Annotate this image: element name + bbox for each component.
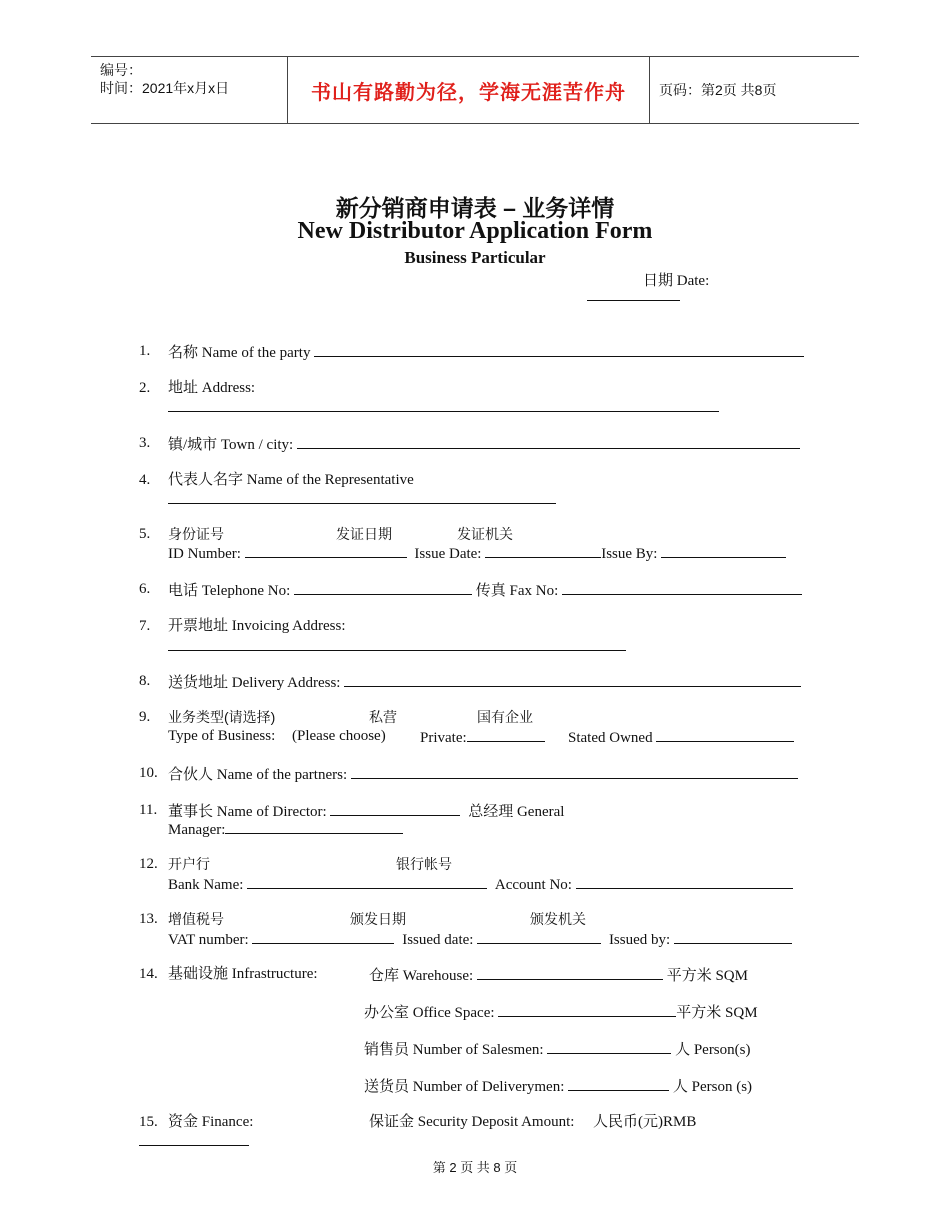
item-bank [168,874,793,894]
vat-number-label: VAT number: [168,932,249,948]
invoicing-address-label: 开票地址 Invoicing Address: [168,618,346,634]
issue-date-field[interactable] [485,543,601,558]
representative-field[interactable] [168,503,556,504]
title-subtitle: Business Particular [404,248,546,267]
issued-by-label: Issued by: [608,932,671,948]
item-private [420,727,545,747]
telephone-field[interactable] [294,580,472,595]
id-number-field[interactable] [245,543,407,558]
private-label: Private: [420,730,467,746]
invoicing-address-field[interactable] [168,650,626,651]
rmb-label: 人民币(元)RMB [593,1114,697,1130]
issue-date-cn: 发证日期 [336,526,392,542]
partners-field[interactable] [351,764,798,779]
partners-label: 合伙人 Name of the partners: [168,767,348,783]
item-director [168,801,564,821]
date-label: 日期 Date: [643,273,710,289]
deposit-label: 保证金 Security Deposit Amount: [369,1114,575,1130]
item-manager [168,819,403,839]
business-type-label: Type of Business: [168,728,276,744]
address-field[interactable] [168,411,719,412]
state-owned-label: Stated Owned [568,730,653,746]
warehouse-label: 仓库 Warehouse: [369,968,474,984]
state-owned-field[interactable] [656,727,794,742]
account-no-field[interactable] [576,874,793,889]
item-number: 14. [139,966,158,982]
item-number: 3. [139,435,151,451]
item-number: 7. [139,618,151,634]
page-info: 页码：第2页 共8页 [659,82,777,98]
item-number: 2. [139,380,151,396]
item-number: 5. [139,526,151,542]
item-id [168,543,786,563]
warehouse-unit: 平方米 SQM [666,968,748,984]
issue-by-cn: 发证机关 [457,526,513,542]
header-motto-cell [287,57,650,123]
deliverymen-unit: 人 Person (s) [672,1079,753,1095]
office-unit: 平方米 SQM [676,1005,758,1021]
issued-date-field[interactable] [477,929,601,944]
bank-name-label: Bank Name: [168,877,244,893]
id-number-cn: 身份证号 [168,526,224,542]
issued-date-label: Issued date: [402,932,474,948]
date-field[interactable] [587,300,680,301]
item-salesmen [364,1039,750,1059]
deliverymen-label: 送货员 Number of Deliverymen: [364,1079,565,1095]
warehouse-field[interactable] [477,965,663,980]
item-number: 8. [139,673,151,689]
item-number: 6. [139,581,151,597]
item-number: 12. [139,856,158,872]
salesmen-label: 销售员 Number of Salesmen: [364,1042,544,1058]
item-number: 4. [139,472,151,488]
item-office [364,1002,758,1022]
motto: 书山有路勤为径，学海无涯苦作舟 [311,81,626,104]
town-label: 镇/城市 Town / city: [168,437,294,453]
item-vat [168,929,792,949]
telephone-label: 电话 Telephone No: [168,583,291,599]
private-field[interactable] [467,727,545,742]
delivery-address-label: 送货地址 Delivery Address: [168,675,341,691]
manager-label: Manager: [168,822,226,838]
item-deliverymen [364,1076,752,1096]
vat-number-field[interactable] [252,929,394,944]
account-no-label: Account No: [494,877,572,893]
vat-number-cn: 增值税号 [168,911,224,927]
item-number: 9. [139,709,151,725]
header-meta [91,57,287,123]
private-cn: 私营 [369,709,397,725]
issued-date-cn: 颁发日期 [350,911,406,927]
issue-by-label: Issue By: [601,546,658,562]
salesmen-field[interactable] [547,1039,671,1054]
account-no-cn: 银行帐号 [396,856,452,872]
general-manager-label: 总经理 General [468,804,565,820]
please-choose-label: (Please choose) [292,728,386,744]
time-label: 时间：2021年x月x日 [100,80,230,96]
title-english: New Distributor Application Form [297,218,653,244]
item-state-owned [568,727,794,747]
party-name-field[interactable] [314,342,804,357]
id-number-label: ID Number: [168,546,241,562]
director-field[interactable] [330,801,460,816]
item-partners [168,764,798,784]
finance-label: 资金 Finance: [168,1114,254,1130]
item-party-name [168,342,804,362]
item-number: 10. [139,765,158,781]
salesmen-unit: 人 Person(s) [675,1042,751,1058]
office-field[interactable] [498,1002,676,1017]
page-footer: 第 2 页 共 8 页 [432,1160,518,1175]
manager-field[interactable] [225,819,403,834]
item-delivery-address [168,672,801,692]
item-number: 15. [139,1114,158,1130]
director-label: 董事长 Name of Director: [168,804,327,820]
deliverymen-field[interactable] [568,1076,669,1091]
bank-name-field[interactable] [247,874,487,889]
number-label: 编号： [100,62,142,78]
issued-by-cn: 颁发机关 [530,911,586,927]
town-field[interactable] [297,434,800,449]
fax-label: 传真 Fax No: [475,583,559,599]
page-header [91,56,859,124]
issue-date-label: Issue Date: [414,546,482,562]
infrastructure-label: 基础设施 Infrastructure: [168,966,318,982]
issue-by-field[interactable] [661,543,786,558]
title-chinese: 新分销商申请表 – 业务详情 [335,195,615,221]
representative-label: 代表人名字 Name of the Representative [168,472,414,488]
deposit-amount-field[interactable] [139,1145,249,1146]
item-number: 11. [139,802,158,818]
address-label: 地址 Address: [168,380,256,396]
party-name-label: 名称 Name of the party [168,345,311,361]
bank-name-cn: 开户行 [168,856,210,872]
item-phone [168,580,802,600]
fax-field[interactable] [562,580,802,595]
issued-by-field[interactable] [674,929,792,944]
item-number: 1. [139,343,151,359]
business-type-cn: 业务类型(请选择) [168,709,276,725]
item-warehouse [369,965,748,985]
item-number: 13. [139,911,158,927]
delivery-address-field[interactable] [344,672,801,687]
item-town [168,434,800,454]
state-owned-cn: 国有企业 [477,709,533,725]
office-label: 办公室 Office Space: [364,1005,495,1021]
